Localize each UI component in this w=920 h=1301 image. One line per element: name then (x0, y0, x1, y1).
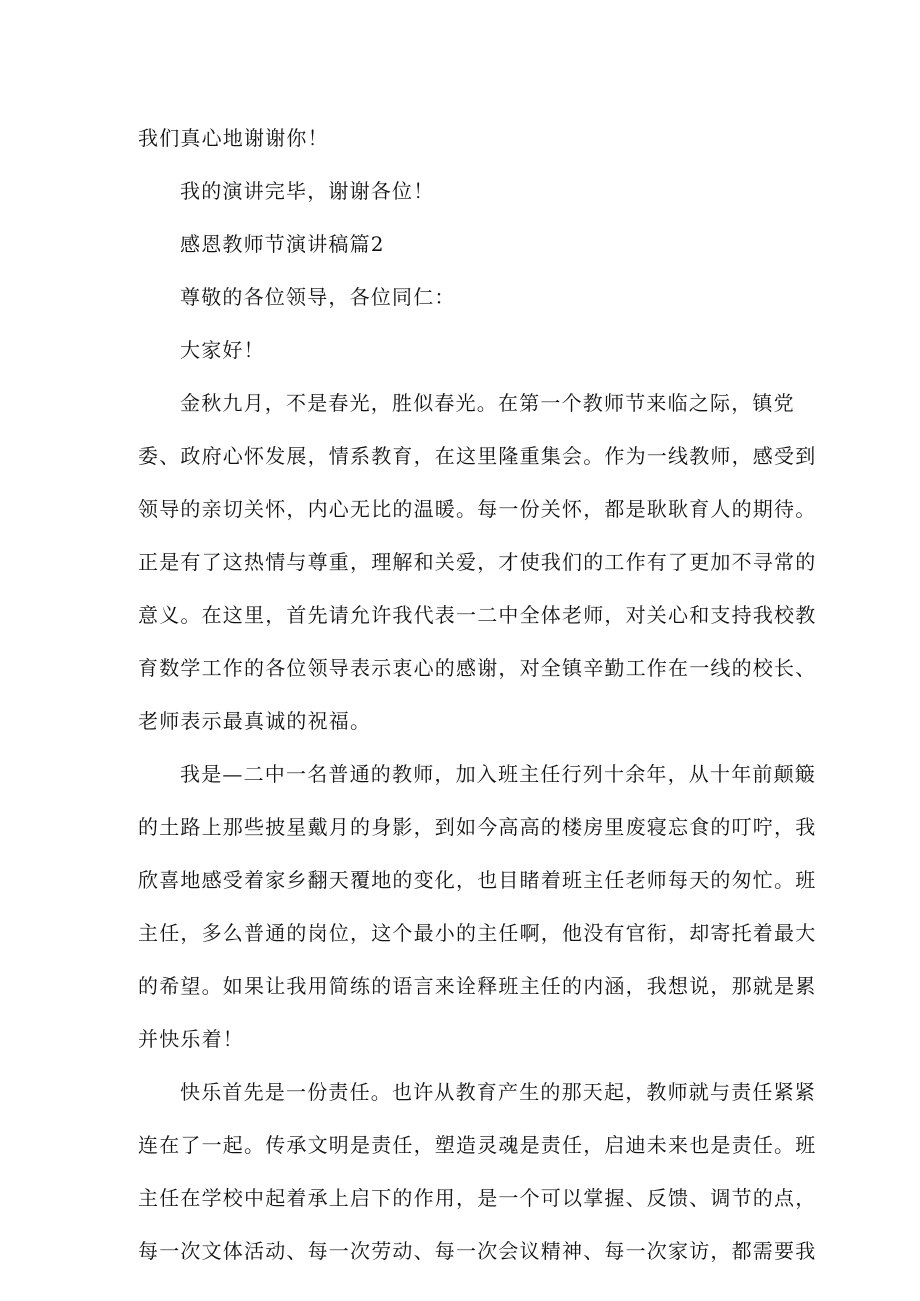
paragraph (138, 1066, 817, 1278)
paragraph-line: 快乐首先是一份责任。也许从教育产生的那天起，教师就与责任紧紧 (180, 1080, 816, 1104)
document-page (138, 112, 817, 1278)
paragraph-line: 并快乐着！ (138, 1027, 244, 1051)
paragraph-line: 委、政府心怀发展，情系教育，在这里隆重集会。作为一线教师，感受到 (138, 444, 817, 468)
paragraph-line: 的希望。如果让我用简练的语言来诠释班主任的内涵，我想说，那就是累 (138, 974, 817, 998)
greeting: 大家好！ (180, 338, 265, 362)
paragraph-line: 我是—二中一名普通的教师，加入班主任行列十余年，从十年前颠簸 (180, 762, 816, 786)
paragraph-line: 金秋九月，不是春光，胜似春光。在第一个教师节来临之际，镇党 (180, 391, 795, 415)
paragraph-line: 的土路上那些披星戴月的身影，到如今高高的楼房里废寝忘食的叮咛，我 (138, 815, 817, 839)
closing-line: 我们真心地谢谢你！ (138, 126, 329, 150)
paragraph (138, 748, 817, 1066)
paragraph-line: 主任在学校中起着承上启下的作用，是一个可以掌握、反馈、调节的点， (138, 1186, 817, 1210)
section-title: 感恩教师节演讲稿篇2 (180, 232, 385, 256)
closing-line: 我的演讲完毕，谢谢各位！ (180, 179, 435, 203)
paragraph-line: 正是有了这热情与尊重，理解和关爱，才使我们的工作有了更加不寻常的 (138, 550, 817, 574)
paragraph-line: 连在了一起。传承文明是责任，塑造灵魂是责任，启迪未来也是责任。班 (138, 1133, 817, 1157)
paragraph-line: 老师表示最真诚的祝福。 (138, 709, 372, 733)
paragraph-line: 主任，多么普通的岗位，这个最小的主任啊，他没有官衔，却寄托着最大 (138, 921, 817, 945)
paragraph (138, 377, 817, 748)
paragraph-line: 领导的亲切关怀，内心无比的温暖。每一份关怀，都是耿耿育人的期待。 (138, 497, 817, 521)
salutation: 尊敬的各位领导，各位同仁： (180, 285, 456, 309)
paragraph-line: 意义。在这里，首先请允许我代表一二中全体老师，对关心和支持我校教 (138, 603, 817, 627)
paragraph-line: 欣喜地感受着家乡翻天覆地的变化，也目睹着班主任老师每天的匆忙。班 (138, 868, 817, 892)
paragraph-line: 育数学工作的各位领导表示衷心的感谢，对全镇辛勤工作在一线的校长、 (138, 656, 817, 680)
paragraph-line: 每一次文体活动、每一次劳动、每一次会议精神、每一次家访，都需要我 (138, 1239, 817, 1263)
